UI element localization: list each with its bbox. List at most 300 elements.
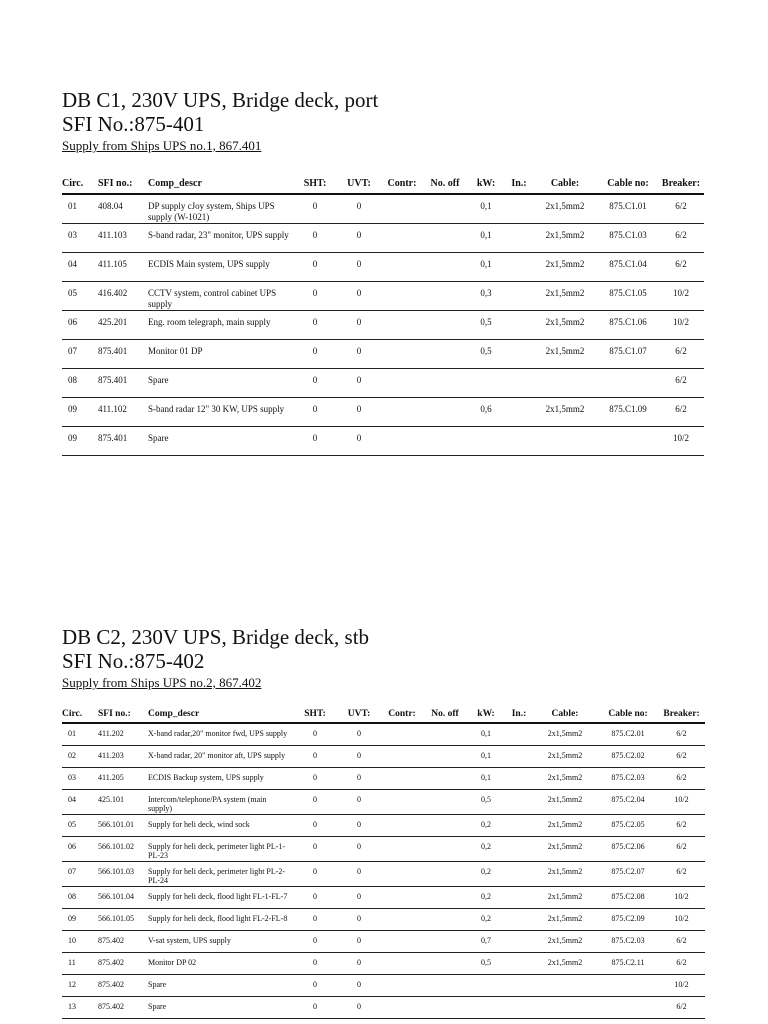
cell-cable: 2x1,5mm2 <box>532 886 598 908</box>
cell-breaker: 6/2 <box>658 723 705 745</box>
cell-in <box>506 427 532 456</box>
table-header-row <box>62 701 705 723</box>
cell-sht: 0 <box>292 194 338 224</box>
cell-no-off <box>424 996 466 1018</box>
column-header-circuit: Circ. <box>62 169 98 194</box>
column-header-sfi-no: SFI no.: <box>98 169 144 194</box>
sfi-number: SFI No.:875-401 <box>62 112 205 136</box>
cell-kw <box>466 369 506 398</box>
cell-in <box>506 861 532 886</box>
cell-cable-no: 875.C2.02 <box>598 745 658 767</box>
cell-contr <box>380 767 424 789</box>
cell-component-description: X-band radar, 20" monitor aft, UPS supply <box>144 745 292 767</box>
cell-in <box>506 886 532 908</box>
cell-contr <box>380 814 424 836</box>
column-header-no-off: No. off <box>424 701 466 723</box>
column-header-sfi-no: SFI no.: <box>98 701 144 723</box>
cell-no-off <box>424 253 466 282</box>
cell-kw: 0,2 <box>466 908 506 930</box>
cell-kw: 0,1 <box>466 767 506 789</box>
supply-source: Supply from Ships UPS no.1, 867.401 <box>62 138 262 153</box>
cell-contr <box>380 974 424 996</box>
cell-no-off <box>424 908 466 930</box>
cell-cable: 2x1,5mm2 <box>532 789 598 814</box>
cell-component-description: Spare <box>144 369 292 398</box>
cell-component-description: Monitor 01 DP <box>144 340 292 369</box>
table-row <box>62 789 705 814</box>
cell-sfi-no: 875.402 <box>98 930 144 952</box>
cell-no-off <box>424 282 466 311</box>
table-row <box>62 398 704 427</box>
cell-in <box>506 836 532 861</box>
cell-breaker: 6/2 <box>658 745 705 767</box>
table-row <box>62 369 704 398</box>
cell-in <box>506 282 532 311</box>
cell-circuit: 10 <box>62 930 98 952</box>
cell-sfi-no: 875.401 <box>98 340 144 369</box>
cell-component-description: Spare <box>144 996 292 1018</box>
cell-cable-no: 875.C1.07 <box>598 340 658 369</box>
cell-in <box>506 952 532 974</box>
cell-sht: 0 <box>292 282 338 311</box>
cell-kw <box>466 974 506 996</box>
cell-contr <box>380 745 424 767</box>
cell-breaker: 6/2 <box>658 861 705 886</box>
cell-breaker: 10/2 <box>658 974 705 996</box>
column-header-cable: Cable: <box>532 169 598 194</box>
cell-component-description: Monitor DP 02 <box>144 952 292 974</box>
cell-cable-no <box>598 369 658 398</box>
cell-breaker: 6/2 <box>658 369 704 398</box>
cell-contr <box>380 836 424 861</box>
table-row <box>62 253 704 282</box>
cell-kw: 0,2 <box>466 861 506 886</box>
cell-uvt: 0 <box>338 974 380 996</box>
cell-cable: 2x1,5mm2 <box>532 814 598 836</box>
cell-breaker: 6/2 <box>658 952 705 974</box>
cell-no-off <box>424 836 466 861</box>
cell-no-off <box>424 930 466 952</box>
cell-uvt: 0 <box>338 952 380 974</box>
cell-sht: 0 <box>292 224 338 253</box>
cell-cable-no <box>598 974 658 996</box>
cell-cable-no: 875.C2.07 <box>598 861 658 886</box>
table-row <box>62 886 705 908</box>
cell-circuit: 04 <box>62 253 98 282</box>
circuit-table <box>62 169 704 456</box>
cell-in <box>506 253 532 282</box>
cell-in <box>506 974 532 996</box>
cell-circuit: 09 <box>62 427 98 456</box>
cell-cable-no: 875.C1.01 <box>598 194 658 224</box>
db-title: DB C1, 230V UPS, Bridge deck, port <box>62 88 379 112</box>
cell-circuit: 01 <box>62 194 98 224</box>
cell-component-description: S-band radar 12" 30 KW, UPS supply <box>144 398 292 427</box>
cell-sfi-no: 875.402 <box>98 952 144 974</box>
cell-in <box>506 814 532 836</box>
column-header-in: In.: <box>506 169 532 194</box>
cell-component-description: ECDIS Main system, UPS supply <box>144 253 292 282</box>
cell-uvt: 0 <box>338 861 380 886</box>
cell-circuit: 08 <box>62 369 98 398</box>
cell-uvt: 0 <box>338 282 380 311</box>
cell-cable-no: 875.C1.04 <box>598 253 658 282</box>
cell-sht: 0 <box>292 398 338 427</box>
cell-uvt: 0 <box>338 789 380 814</box>
column-header-breaker: Breaker: <box>658 169 704 194</box>
cell-uvt: 0 <box>338 836 380 861</box>
cell-sht: 0 <box>292 886 338 908</box>
cell-component-description: Supply for heli deck, wind sock <box>144 814 292 836</box>
cell-no-off <box>424 974 466 996</box>
cell-kw: 0,5 <box>466 311 506 340</box>
cell-component-description: Supply for heli deck, perimeter light PL-1-PL-23 <box>144 836 292 861</box>
cell-circuit: 12 <box>62 974 98 996</box>
cell-uvt: 0 <box>338 427 380 456</box>
cell-circuit: 13 <box>62 996 98 1018</box>
section-db-c2 <box>62 625 705 1019</box>
cell-cable: 2x1,5mm2 <box>532 311 598 340</box>
cell-cable-no: 875.C2.06 <box>598 836 658 861</box>
cell-circuit: 06 <box>62 311 98 340</box>
table-header-row <box>62 169 704 194</box>
table-row <box>62 930 705 952</box>
cell-cable-no <box>598 996 658 1018</box>
sfi-number: SFI No.:875-402 <box>62 649 205 673</box>
cell-contr <box>380 253 424 282</box>
table-row <box>62 194 704 224</box>
cell-cable-no: 875.C2.08 <box>598 886 658 908</box>
cell-cable: 2x1,5mm2 <box>532 282 598 311</box>
cell-cable-no: 875.C2.05 <box>598 814 658 836</box>
cell-sfi-no: 566.101.01 <box>98 814 144 836</box>
cell-contr <box>380 282 424 311</box>
cell-in <box>506 369 532 398</box>
cell-kw: 0,2 <box>466 836 506 861</box>
cell-no-off <box>424 745 466 767</box>
cell-sfi-no: 566.101.02 <box>98 836 144 861</box>
cell-contr <box>380 194 424 224</box>
cell-sht: 0 <box>292 861 338 886</box>
cell-in <box>506 194 532 224</box>
cell-no-off <box>424 194 466 224</box>
cell-circuit: 07 <box>62 861 98 886</box>
cell-cable-no: 875.C1.03 <box>598 224 658 253</box>
cell-circuit: 09 <box>62 398 98 427</box>
column-header-sht: SHT: <box>292 169 338 194</box>
cell-cable <box>532 996 598 1018</box>
cell-sht: 0 <box>292 974 338 996</box>
cell-sht: 0 <box>292 340 338 369</box>
column-header-uvt: UVT: <box>338 701 380 723</box>
cell-contr <box>380 427 424 456</box>
cell-breaker: 6/2 <box>658 767 705 789</box>
circuit-table <box>62 701 705 1019</box>
cell-no-off <box>424 398 466 427</box>
table-row <box>62 767 705 789</box>
cell-circuit: 02 <box>62 745 98 767</box>
cell-uvt: 0 <box>338 745 380 767</box>
cell-circuit: 05 <box>62 814 98 836</box>
cell-sfi-no: 425.201 <box>98 311 144 340</box>
cell-sht: 0 <box>292 836 338 861</box>
cell-kw: 0,1 <box>466 253 506 282</box>
column-header-component-description: Comp_descr <box>144 169 292 194</box>
cell-uvt: 0 <box>338 311 380 340</box>
cell-sht: 0 <box>292 930 338 952</box>
cell-breaker: 10/2 <box>658 427 704 456</box>
column-header-kw: kW: <box>466 701 506 723</box>
cell-cable: 2x1,5mm2 <box>532 930 598 952</box>
cell-uvt: 0 <box>338 930 380 952</box>
cell-sht: 0 <box>292 996 338 1018</box>
cell-in <box>506 908 532 930</box>
cell-contr <box>380 952 424 974</box>
cell-no-off <box>424 767 466 789</box>
supply-source: Supply from Ships UPS no.2, 867.402 <box>62 675 262 690</box>
cell-contr <box>380 723 424 745</box>
cell-cable: 2x1,5mm2 <box>532 398 598 427</box>
cell-contr <box>380 861 424 886</box>
cell-contr <box>380 789 424 814</box>
cell-no-off <box>424 789 466 814</box>
cell-cable-no: 875.C2.11 <box>598 952 658 974</box>
cell-sht: 0 <box>292 427 338 456</box>
table-row <box>62 996 705 1018</box>
cell-in <box>506 789 532 814</box>
cell-in <box>506 723 532 745</box>
table-row <box>62 952 705 974</box>
cell-breaker: 6/2 <box>658 340 704 369</box>
cell-cable: 2x1,5mm2 <box>532 952 598 974</box>
table-row <box>62 282 704 311</box>
table-row <box>62 836 705 861</box>
cell-kw: 0,5 <box>466 340 506 369</box>
cell-sfi-no: 411.202 <box>98 723 144 745</box>
cell-breaker: 6/2 <box>658 930 705 952</box>
cell-sht: 0 <box>292 311 338 340</box>
cell-contr <box>380 398 424 427</box>
cell-sht: 0 <box>292 745 338 767</box>
cell-uvt: 0 <box>338 253 380 282</box>
table-row <box>62 745 705 767</box>
column-header-contr: Contr: <box>380 701 424 723</box>
cell-circuit: 03 <box>62 224 98 253</box>
cell-contr <box>380 340 424 369</box>
cell-no-off <box>424 224 466 253</box>
cell-sfi-no: 566.101.03 <box>98 861 144 886</box>
cell-kw: 0,1 <box>466 194 506 224</box>
cell-sfi-no: 416.402 <box>98 282 144 311</box>
cell-no-off <box>424 311 466 340</box>
cell-in <box>506 224 532 253</box>
cell-cable: 2x1,5mm2 <box>532 340 598 369</box>
cell-sfi-no: 875.402 <box>98 996 144 1018</box>
cell-cable: 2x1,5mm2 <box>532 908 598 930</box>
cell-sht: 0 <box>292 908 338 930</box>
cell-circuit: 08 <box>62 886 98 908</box>
table-row <box>62 224 704 253</box>
cell-component-description: S-band radar, 23" monitor, UPS supply <box>144 224 292 253</box>
cell-no-off <box>424 886 466 908</box>
cell-kw: 0,1 <box>466 745 506 767</box>
cell-sfi-no: 411.105 <box>98 253 144 282</box>
cell-circuit: 11 <box>62 952 98 974</box>
cell-kw: 0,1 <box>466 224 506 253</box>
cell-kw: 0,1 <box>466 723 506 745</box>
cell-cable: 2x1,5mm2 <box>532 767 598 789</box>
cell-uvt: 0 <box>338 340 380 369</box>
cell-kw: 0,2 <box>466 814 506 836</box>
cell-cable-no: 875.C1.05 <box>598 282 658 311</box>
cell-cable-no: 875.C2.01 <box>598 723 658 745</box>
cell-sht: 0 <box>292 369 338 398</box>
cell-in <box>506 398 532 427</box>
cell-no-off <box>424 952 466 974</box>
cell-sfi-no: 566.101.04 <box>98 886 144 908</box>
cell-sht: 0 <box>292 723 338 745</box>
cell-component-description: Supply for heli deck, flood light FL-1-FL-7 <box>144 886 292 908</box>
cell-sht: 0 <box>292 814 338 836</box>
cell-contr <box>380 369 424 398</box>
cell-cable <box>532 974 598 996</box>
cell-kw <box>466 427 506 456</box>
column-header-breaker: Breaker: <box>658 701 705 723</box>
cell-breaker: 6/2 <box>658 814 705 836</box>
cell-uvt: 0 <box>338 723 380 745</box>
table-row <box>62 311 704 340</box>
cell-sht: 0 <box>292 952 338 974</box>
table-row <box>62 861 705 886</box>
cell-sfi-no: 411.102 <box>98 398 144 427</box>
column-header-component-description: Comp_descr <box>144 701 292 723</box>
cell-sht: 0 <box>292 253 338 282</box>
cell-no-off <box>424 427 466 456</box>
cell-uvt: 0 <box>338 908 380 930</box>
cell-no-off <box>424 340 466 369</box>
db-title: DB C2, 230V UPS, Bridge deck, stb <box>62 625 370 649</box>
cell-kw <box>466 996 506 1018</box>
cell-sfi-no: 566.101.05 <box>98 908 144 930</box>
column-header-no-off: No. off <box>424 169 466 194</box>
cell-breaker: 6/2 <box>658 996 705 1018</box>
cell-component-description: Spare <box>144 974 292 996</box>
cell-circuit: 09 <box>62 908 98 930</box>
cell-sfi-no: 875.401 <box>98 427 144 456</box>
cell-contr <box>380 908 424 930</box>
cell-circuit: 04 <box>62 789 98 814</box>
cell-cable-no: 875.C1.06 <box>598 311 658 340</box>
cell-component-description: DP supply cJoy system, Ships UPS supply (W-1021) <box>144 194 292 224</box>
table-row <box>62 340 704 369</box>
cell-sfi-no: 875.401 <box>98 369 144 398</box>
column-header-circuit: Circ. <box>62 701 98 723</box>
cell-breaker: 10/2 <box>658 311 704 340</box>
cell-contr <box>380 886 424 908</box>
cell-no-off <box>424 369 466 398</box>
cell-cable: 2x1,5mm2 <box>532 745 598 767</box>
cell-component-description: V-sat system, UPS supply <box>144 930 292 952</box>
table-row <box>62 974 705 996</box>
section-db-c1 <box>62 88 704 456</box>
cell-component-description: Eng. room telegraph, main supply <box>144 311 292 340</box>
cell-sfi-no: 411.203 <box>98 745 144 767</box>
cell-in <box>506 340 532 369</box>
cell-component-description: Intercom/telephone/PA system (main supply) <box>144 789 292 814</box>
cell-cable: 2x1,5mm2 <box>532 861 598 886</box>
cell-uvt: 0 <box>338 194 380 224</box>
cell-uvt: 0 <box>338 767 380 789</box>
cell-sfi-no: 875.402 <box>98 974 144 996</box>
column-header-in: In.: <box>506 701 532 723</box>
cell-breaker: 10/2 <box>658 282 704 311</box>
cell-contr <box>380 930 424 952</box>
cell-kw: 0,5 <box>466 789 506 814</box>
cell-no-off <box>424 814 466 836</box>
cell-in <box>506 745 532 767</box>
cell-uvt: 0 <box>338 996 380 1018</box>
cell-cable-no <box>598 427 658 456</box>
cell-component-description: Spare <box>144 427 292 456</box>
column-header-cable-no: Cable no: <box>598 701 658 723</box>
cell-kw: 0,5 <box>466 952 506 974</box>
cell-component-description: Supply for heli deck, perimeter light PL-2-PL-24 <box>144 861 292 886</box>
cell-cable-no: 875.C2.03 <box>598 930 658 952</box>
cell-cable <box>532 369 598 398</box>
cell-breaker: 6/2 <box>658 194 704 224</box>
cell-no-off <box>424 861 466 886</box>
column-header-cable: Cable: <box>532 701 598 723</box>
column-header-uvt: UVT: <box>338 169 380 194</box>
cell-cable: 2x1,5mm2 <box>532 224 598 253</box>
cell-sfi-no: 411.205 <box>98 767 144 789</box>
cell-contr <box>380 311 424 340</box>
cell-cable-no: 875.C1.09 <box>598 398 658 427</box>
cell-component-description: Supply for heli deck, flood light FL-2-FL-8 <box>144 908 292 930</box>
cell-uvt: 0 <box>338 369 380 398</box>
cell-contr <box>380 224 424 253</box>
cell-circuit: 06 <box>62 836 98 861</box>
cell-circuit: 05 <box>62 282 98 311</box>
cell-kw: 0,2 <box>466 886 506 908</box>
cell-cable: 2x1,5mm2 <box>532 836 598 861</box>
table-row <box>62 908 705 930</box>
cell-no-off <box>424 723 466 745</box>
cell-uvt: 0 <box>338 224 380 253</box>
cell-cable <box>532 427 598 456</box>
cell-breaker: 10/2 <box>658 789 705 814</box>
column-header-contr: Contr: <box>380 169 424 194</box>
cell-cable: 2x1,5mm2 <box>532 194 598 224</box>
cell-breaker: 6/2 <box>658 224 704 253</box>
cell-breaker: 10/2 <box>658 908 705 930</box>
cell-uvt: 0 <box>338 886 380 908</box>
cell-circuit: 03 <box>62 767 98 789</box>
cell-component-description: CCTV system, control cabinet UPS supply <box>144 282 292 311</box>
column-header-kw: kW: <box>466 169 506 194</box>
cell-breaker: 6/2 <box>658 836 705 861</box>
cell-in <box>506 996 532 1018</box>
cell-circuit: 07 <box>62 340 98 369</box>
cell-cable: 2x1,5mm2 <box>532 723 598 745</box>
cell-kw: 0,3 <box>466 282 506 311</box>
cell-cable-no: 875.C2.09 <box>598 908 658 930</box>
cell-contr <box>380 996 424 1018</box>
cell-sfi-no: 411.103 <box>98 224 144 253</box>
cell-kw: 0,6 <box>466 398 506 427</box>
cell-breaker: 6/2 <box>658 398 704 427</box>
cell-component-description: ECDIS Backup system, UPS supply <box>144 767 292 789</box>
